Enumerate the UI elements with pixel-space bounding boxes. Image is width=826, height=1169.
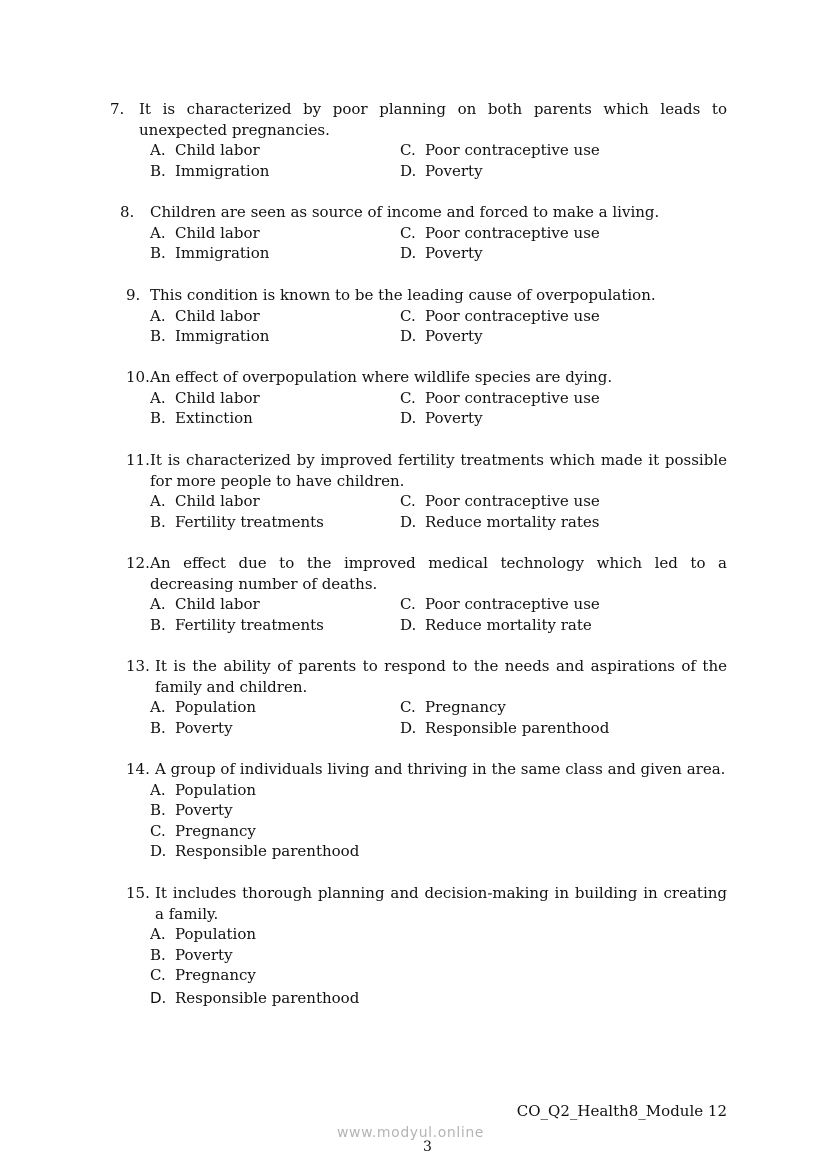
option-c: C. Poor contraceptive use xyxy=(400,388,600,407)
question-text: An effect due to the improved medical technology which led to a decreasing number of deaths. xyxy=(150,554,727,593)
option-d: D. Responsible parenthood xyxy=(150,988,360,1007)
question-number: 8. xyxy=(120,203,135,221)
question-number: 9. xyxy=(126,286,141,304)
question-number: 10. xyxy=(126,368,150,386)
option-c: C. Poor contraceptive use xyxy=(400,141,600,160)
question-text: It is characterized by poor planning on both parents which leads to unexpected pregnancies. xyxy=(139,100,727,139)
answer-options xyxy=(150,697,727,738)
option-b: B. Extinction xyxy=(150,409,253,428)
question-14 xyxy=(126,759,727,862)
question-text: A group of individuals living and thriving in the same class and given area. xyxy=(155,760,726,778)
option-b: B. Immigration xyxy=(150,161,270,180)
option-c: C. Pregnancy xyxy=(150,821,256,840)
answer-options xyxy=(150,780,727,862)
question-number: 7. xyxy=(110,100,125,118)
option-a: A. Population xyxy=(150,925,257,944)
option-d: D. Poverty xyxy=(400,327,483,346)
option-d: D. Responsible parenthood xyxy=(400,718,610,737)
answer-options xyxy=(150,491,727,532)
option-c: C. Poor contraceptive use xyxy=(400,223,600,242)
option-a: A. Child labor xyxy=(150,388,260,407)
question-7 xyxy=(110,99,727,181)
question-number: 13. xyxy=(126,657,150,675)
question-text: An effect of overpopulation where wildlife species are dying. xyxy=(150,368,613,386)
option-b: B. Poverty xyxy=(150,801,233,820)
option-d: D. Reduce mortality rate xyxy=(400,615,592,634)
page-number: 3 xyxy=(423,1139,432,1155)
option-a: A. Child labor xyxy=(150,141,260,160)
option-d: D. Reduce mortality rates xyxy=(400,512,600,531)
module-code-footer: CO_Q2_Health8_Module 12 xyxy=(516,1102,727,1120)
answer-options xyxy=(150,924,727,1008)
question-text: It includes thorough planning and decision-making in building in creating a family. xyxy=(155,884,727,923)
option-c: C. Pregnancy xyxy=(400,698,506,717)
option-b: B. Immigration xyxy=(150,327,270,346)
option-b: B. Fertility treatments xyxy=(150,512,324,531)
option-d: D. Responsible parenthood xyxy=(150,842,360,861)
question-13 xyxy=(126,656,727,738)
option-b: B. Fertility treatments xyxy=(150,615,324,634)
option-b: B. Poverty xyxy=(150,718,233,737)
option-a: A. Child labor xyxy=(150,492,260,511)
question-11 xyxy=(126,450,727,532)
question-text: This condition is known to be the leading cause of overpopulation. xyxy=(150,286,656,304)
option-c: C. Poor contraceptive use xyxy=(400,492,600,511)
question-9 xyxy=(126,285,727,347)
question-15 xyxy=(126,883,727,1009)
option-a: A. Population xyxy=(150,780,257,799)
question-number: 14. xyxy=(126,760,150,778)
option-c: C. Poor contraceptive use xyxy=(400,595,600,614)
answer-options xyxy=(150,306,727,347)
question-number: 15. xyxy=(126,884,150,902)
option-a: A. Population xyxy=(150,698,257,717)
option-c: C. Pregnancy xyxy=(150,966,256,985)
question-10 xyxy=(126,367,727,429)
question-text: It is characterized by improved fertility treatments which made it possible for more people to have children. xyxy=(150,451,727,490)
option-a: A. Child labor xyxy=(150,306,260,325)
question-number: 11. xyxy=(126,451,150,469)
option-a: A. Child labor xyxy=(150,595,260,614)
answer-options xyxy=(150,223,727,264)
watermark: www.modyul.online xyxy=(337,1125,485,1141)
answer-options xyxy=(150,140,727,181)
question-number: 12. xyxy=(126,554,150,572)
option-a: A. Child labor xyxy=(150,223,260,242)
option-d: D. Poverty xyxy=(400,161,483,180)
option-c: C. Poor contraceptive use xyxy=(400,306,600,325)
option-d: D. Poverty xyxy=(400,409,483,428)
question-12 xyxy=(126,553,727,635)
answer-options xyxy=(150,388,727,429)
question-text: It is the ability of parents to respond to the needs and aspirations of the family and children. xyxy=(155,657,727,696)
answer-options xyxy=(150,594,727,635)
question-text: Children are seen as source of income and forced to make a living. xyxy=(150,203,660,221)
option-b: B. Poverty xyxy=(150,945,233,964)
option-b: B. Immigration xyxy=(150,244,270,263)
question-8 xyxy=(120,202,727,264)
option-d: D. Poverty xyxy=(400,244,483,263)
